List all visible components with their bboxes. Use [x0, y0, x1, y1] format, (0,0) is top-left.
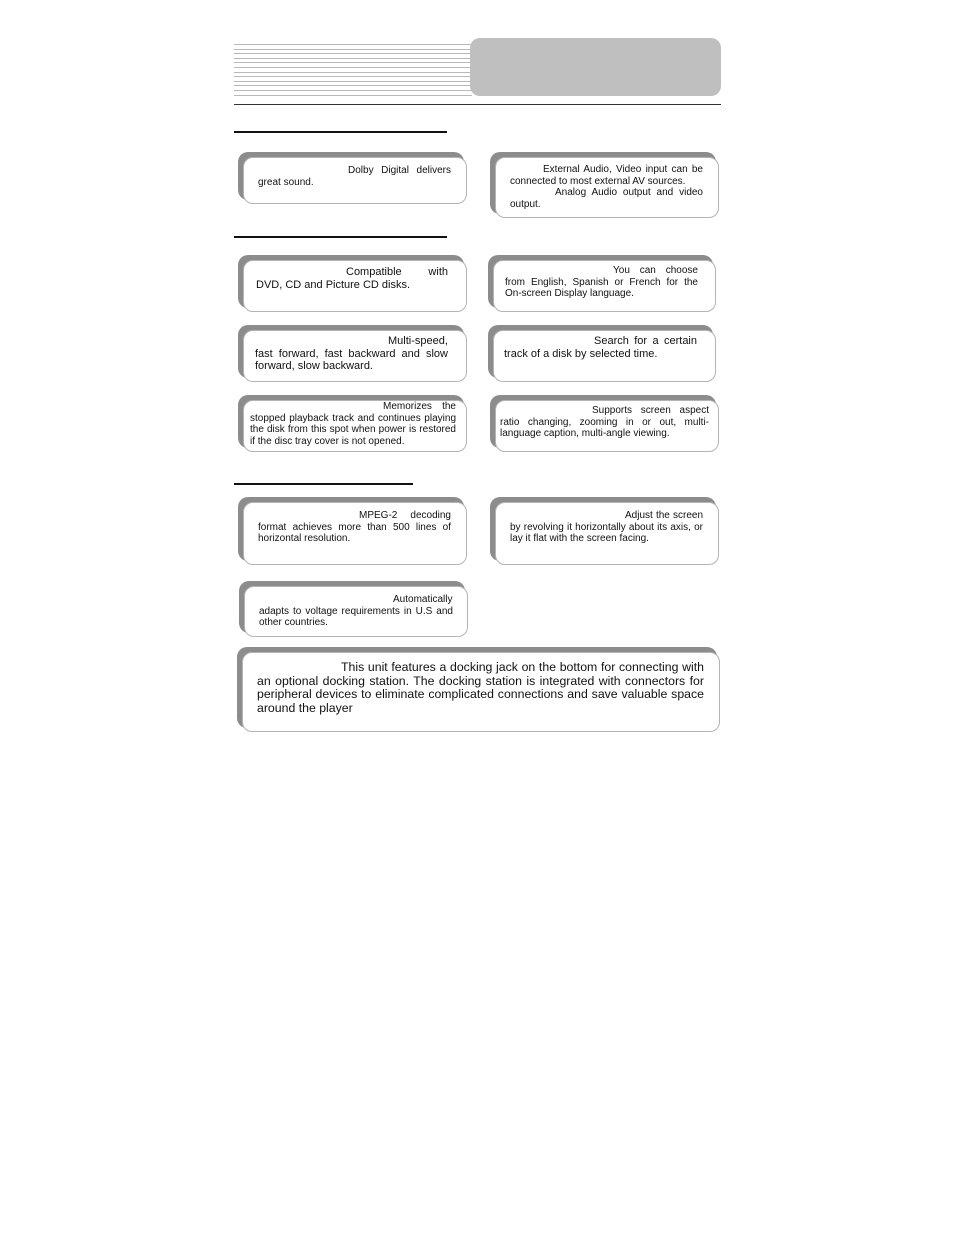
feature-card-search — [488, 325, 716, 382]
feature-text: MPEG-2 decoding format achieves more than 500 lines of horizontal resolution. — [258, 510, 451, 545]
feature-card-mpeg — [238, 497, 467, 565]
header-rule — [234, 104, 721, 105]
header-tab — [470, 38, 721, 96]
feature-text: Multi-speed, fast forward, fast backward and slow forward, slow backward. — [255, 335, 448, 373]
feature-card-resume — [238, 395, 467, 452]
header-lines — [234, 44, 472, 90]
feature-text: Automatically adapts to voltage requirements in U.S and other countries. — [259, 594, 453, 629]
feature-text: Dolby Digital delivers great sound. — [258, 165, 451, 188]
feature-text: This unit features a docking jack on the bottom for connecting with an optional docking station. The docking station is integrated with connectors for peripheral devices to eliminate complicated connections and save valuable space around the player — [257, 660, 704, 715]
feature-text: Supports screen aspect ratio changing, zooming in or out, multi-language caption, multi-angle viewing. — [500, 405, 709, 440]
feature-text-2: Analog Audio output and video output. — [510, 187, 703, 210]
feature-text: External Audio, Video input can be connected to most external AV sources. — [510, 164, 703, 187]
feature-card-swivel — [490, 497, 719, 565]
feature-text: You can choose from English, Spanish or French for the On-screen Display language. — [505, 265, 698, 300]
feature-text: Adjust the screen by revolving it horizontally about its axis, or lay it flat with the screen facing. — [510, 510, 703, 545]
feature-card-compat — [238, 255, 467, 312]
section-rule-playback — [234, 236, 447, 238]
feature-card-osd — [488, 255, 716, 312]
feature-card-dolby — [238, 152, 467, 204]
section-rule-video — [234, 483, 413, 485]
feature-card-voltage — [239, 581, 468, 637]
feature-card-docking — [237, 647, 720, 732]
feature-text: Memorizes the stopped playback track and continues playing the disk from this spot when power is restored if the disc tray cover is not opened. — [250, 401, 456, 448]
section-rule-audio — [234, 131, 447, 133]
feature-card-aspect — [490, 395, 719, 452]
feature-card-speed — [238, 325, 467, 382]
feature-text: Compatible with DVD, CD and Picture CD disks. — [256, 266, 448, 291]
feature-text: Search for a certain track of a disk by selected time. — [504, 335, 697, 360]
feature-card-av — [490, 152, 719, 218]
